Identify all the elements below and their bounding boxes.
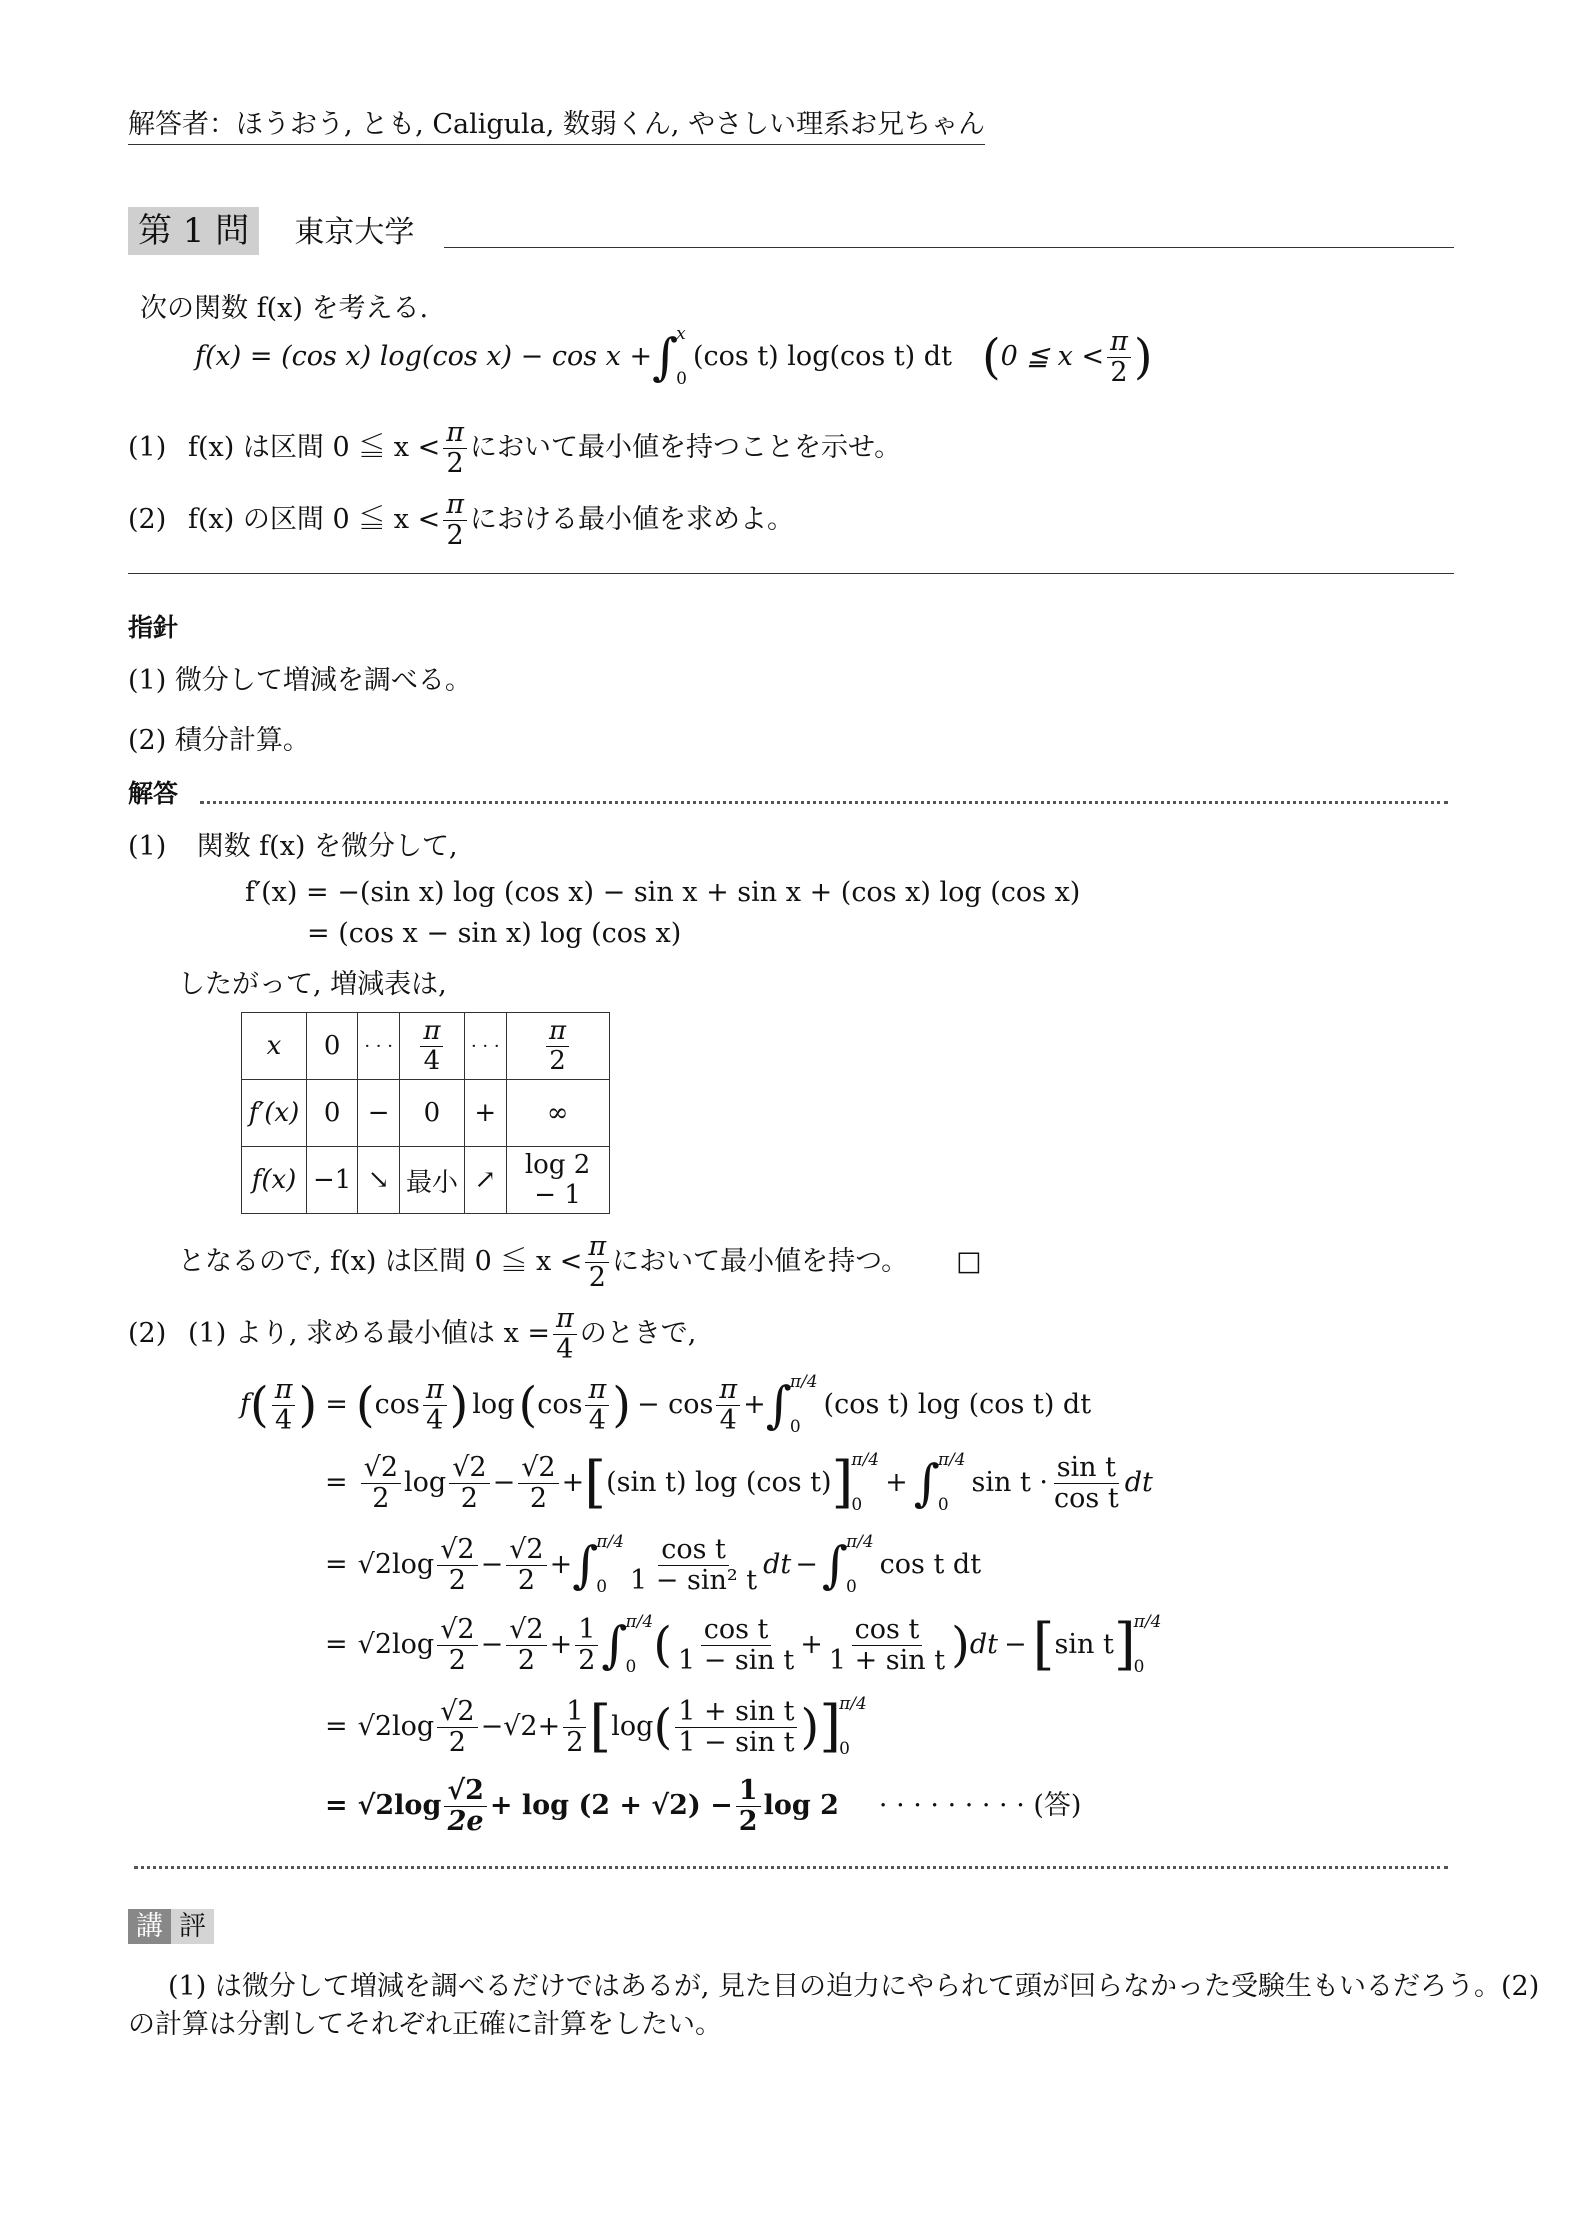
integral-sign-icon: ∫ bbox=[601, 1616, 628, 1674]
table-cell: f′(x) bbox=[242, 1080, 307, 1147]
derivative-line-2: = (cos x − sin x) log (cos x) bbox=[307, 918, 682, 949]
answer-dots-top bbox=[200, 801, 1448, 804]
integral-sign-icon: ∫ bbox=[821, 1536, 848, 1594]
domain-fraction: $\frac{\pi}{2}$ bbox=[1107, 327, 1131, 387]
comment-text-1: (1) は微分して増減を調べるだけではあるが, 見た目の迫力にやられて頭が回らなかった受験生もいるだろう。(2) bbox=[168, 1971, 1540, 2002]
part1-conclusion: となるので, f(x) は区間 0 ≦ x < $\frac{\pi}{2}$ において最小値を持つ。 □ bbox=[178, 1231, 982, 1293]
answer-mark: · · · · · · · · · (答) bbox=[878, 1790, 1082, 1822]
table-cell: log 2 − 1 bbox=[506, 1147, 609, 1214]
q1-text-b: において最小値を持つことを示せ。 bbox=[469, 432, 902, 464]
university-name: 東京大学 bbox=[294, 215, 415, 250]
q1-text-a: f(x) は区間 0 ≦ x < bbox=[188, 432, 441, 464]
table-cell: · · · bbox=[464, 1013, 506, 1080]
table-cell: 0 bbox=[307, 1080, 358, 1147]
table-cell: x bbox=[242, 1013, 307, 1080]
table-cell: 最小 bbox=[399, 1147, 464, 1214]
int-upper: x bbox=[676, 324, 686, 344]
question-1: (1) f(x) は区間 0 ≦ x < $\frac{\pi}{2}$ において最小値を持つことを示せ。 bbox=[128, 417, 902, 479]
part1-intro: 関数 f(x) を微分して, bbox=[196, 831, 458, 862]
guide-heading: 指針 bbox=[128, 613, 179, 642]
calc-final-line: = √2 log $\frac{√2}{2e}$ + log (2 + √2) − $\frac{1}{2}$ log 2 · · · · · · · · · (答) bbox=[325, 1775, 1082, 1837]
integral-sign-icon: ∫ bbox=[652, 328, 679, 386]
up-arrow-icon: ↗ bbox=[464, 1147, 506, 1214]
integral-sign-icon: ∫ bbox=[765, 1376, 792, 1434]
problem-intro: 次の関数 f(x) を考える. bbox=[140, 293, 429, 324]
calc-line-4: = √2 log $\frac{√2}{2}$ − $\frac{√2}{2}$ + $\frac{1}{2}$ ∫ π/4 0 ( $\frac{\text{cos t}}{\text{1 − sin t}}$ + $\frac{\text{cos t}}{\text{1 + sin t}}$ ) dt − [ sin t ] π/4 0 bbox=[325, 1612, 1162, 1677]
table-cell: · · · bbox=[358, 1013, 400, 1080]
table-cell: −1 bbox=[307, 1147, 358, 1214]
calc-line-2: = $\frac{√2}{2}$ log $\frac{√2}{2}$ − $\frac{√2}{2}$ + [ (sin t) log (cos t) ] π/4 0 + ∫ π/4 0 sin t · $\frac{\text{sin t}}{\text{cos t}}$ dt bbox=[325, 1450, 1153, 1515]
answer-dots-bottom bbox=[134, 1866, 1448, 1869]
comment-badge-1: 講 bbox=[128, 1909, 171, 1944]
heading-rule bbox=[444, 247, 1454, 248]
problem-number-badge: 第 1 問 bbox=[128, 207, 259, 255]
calc-line-5: = √2 log $\frac{√2}{2}$ − √2 + $\frac{1}{2}$ [ log ( $\frac{\text{1 + sin t}}{\text{1 − sin t}}$ ) ] π/4 0 bbox=[325, 1694, 867, 1759]
function-definition: f(x) = (cos x) log(cos x) − cos x + ∫ x 0 (cos t) log(cos t) dt ( 0 ≦ x < $\frac{\pi}{2}$ ) bbox=[195, 324, 1153, 389]
table-cell: ∞ bbox=[506, 1080, 609, 1147]
table-cell: $\frac{\pi}{4}$ bbox=[399, 1013, 464, 1080]
table-row-x bbox=[242, 1013, 610, 1080]
q2-number: (2) bbox=[128, 504, 167, 536]
authors-line bbox=[128, 108, 985, 145]
part2-intro: (2) (1) より, 求める最小値は x = $\frac{\pi}{4}$ のときで, bbox=[128, 1303, 697, 1365]
answer-heading: 解答 bbox=[128, 779, 179, 808]
guide-item-2: (2) 積分計算。 bbox=[128, 725, 310, 756]
table-row-derivative bbox=[242, 1080, 610, 1147]
problem-end-rule bbox=[128, 573, 1454, 574]
q1-number: (1) bbox=[128, 432, 167, 464]
q2-text-b: における最小値を求めよ。 bbox=[469, 504, 794, 536]
table-cell: 0 bbox=[307, 1013, 358, 1080]
authors-text: 解答者：ほうおう, とも, Caligula, 数弱くん, やさしい理系お兄ちゃん bbox=[128, 109, 986, 140]
table-cell: f(x) bbox=[242, 1147, 307, 1214]
table-cell: $\frac{\pi}{2}$ bbox=[506, 1013, 609, 1080]
q2-text-a: f(x) の区間 0 ≦ x < bbox=[188, 504, 441, 536]
int-lower: 0 bbox=[676, 369, 687, 389]
integral-sign-icon: ∫ bbox=[572, 1536, 599, 1594]
function-integrand: (cos t) log(cos t) dt bbox=[692, 341, 952, 373]
problem-heading bbox=[128, 210, 414, 253]
function-lhs: f(x) = (cos x) log(cos x) − cos x + bbox=[195, 341, 653, 373]
calc-line-3: = √2 log $\frac{√2}{2}$ − $\frac{√2}{2}$ + ∫ π/4 0 $\frac{\text{cos t}}{\text{1 − sin² t}}$ dt − ∫ π/4 0 cos t dt bbox=[325, 1532, 982, 1597]
table-intro: したがって, 増減表は, bbox=[178, 969, 447, 1000]
down-arrow-icon: ↘ bbox=[358, 1147, 400, 1214]
comment-badge bbox=[128, 1910, 214, 1944]
comment-badge-2: 評 bbox=[171, 1909, 214, 1944]
integral-sign-icon: ∫ bbox=[913, 1454, 940, 1512]
question-2: (2) f(x) の区間 0 ≦ x < $\frac{\pi}{2}$ における最小値を求めよ。 bbox=[128, 489, 794, 551]
comment-text-2: の計算は分割してそれぞれ正確に計算をしたい。 bbox=[128, 2009, 722, 2040]
guide-item-1: (1) 微分して増減を調べる。 bbox=[128, 665, 472, 696]
increase-decrease-table bbox=[241, 1012, 610, 1214]
qed-icon: □ bbox=[956, 1246, 982, 1278]
calc-line-1: f ( $\frac{\pi}{4}$ ) = ( cos $\frac{\pi}{4}$ ) log ( cos $\frac{\pi}{4}$ ) − cos $\frac{\pi}{4}$ + ∫ π/4 0 (cos t) log (cos t) dt bbox=[240, 1372, 1092, 1437]
table-cell: + bbox=[464, 1080, 506, 1147]
table-row-function bbox=[242, 1147, 610, 1214]
table-cell: 0 bbox=[399, 1080, 464, 1147]
table-cell: − bbox=[358, 1080, 400, 1147]
domain-text: 0 ≦ x < bbox=[1000, 341, 1105, 373]
derivative-line-1: f′(x) = −(sin x) log (cos x) − sin x + sin x + (cos x) log (cos x) bbox=[245, 877, 1081, 908]
part1-intro-line: (1) 関数 f(x) を微分して, bbox=[128, 831, 458, 862]
